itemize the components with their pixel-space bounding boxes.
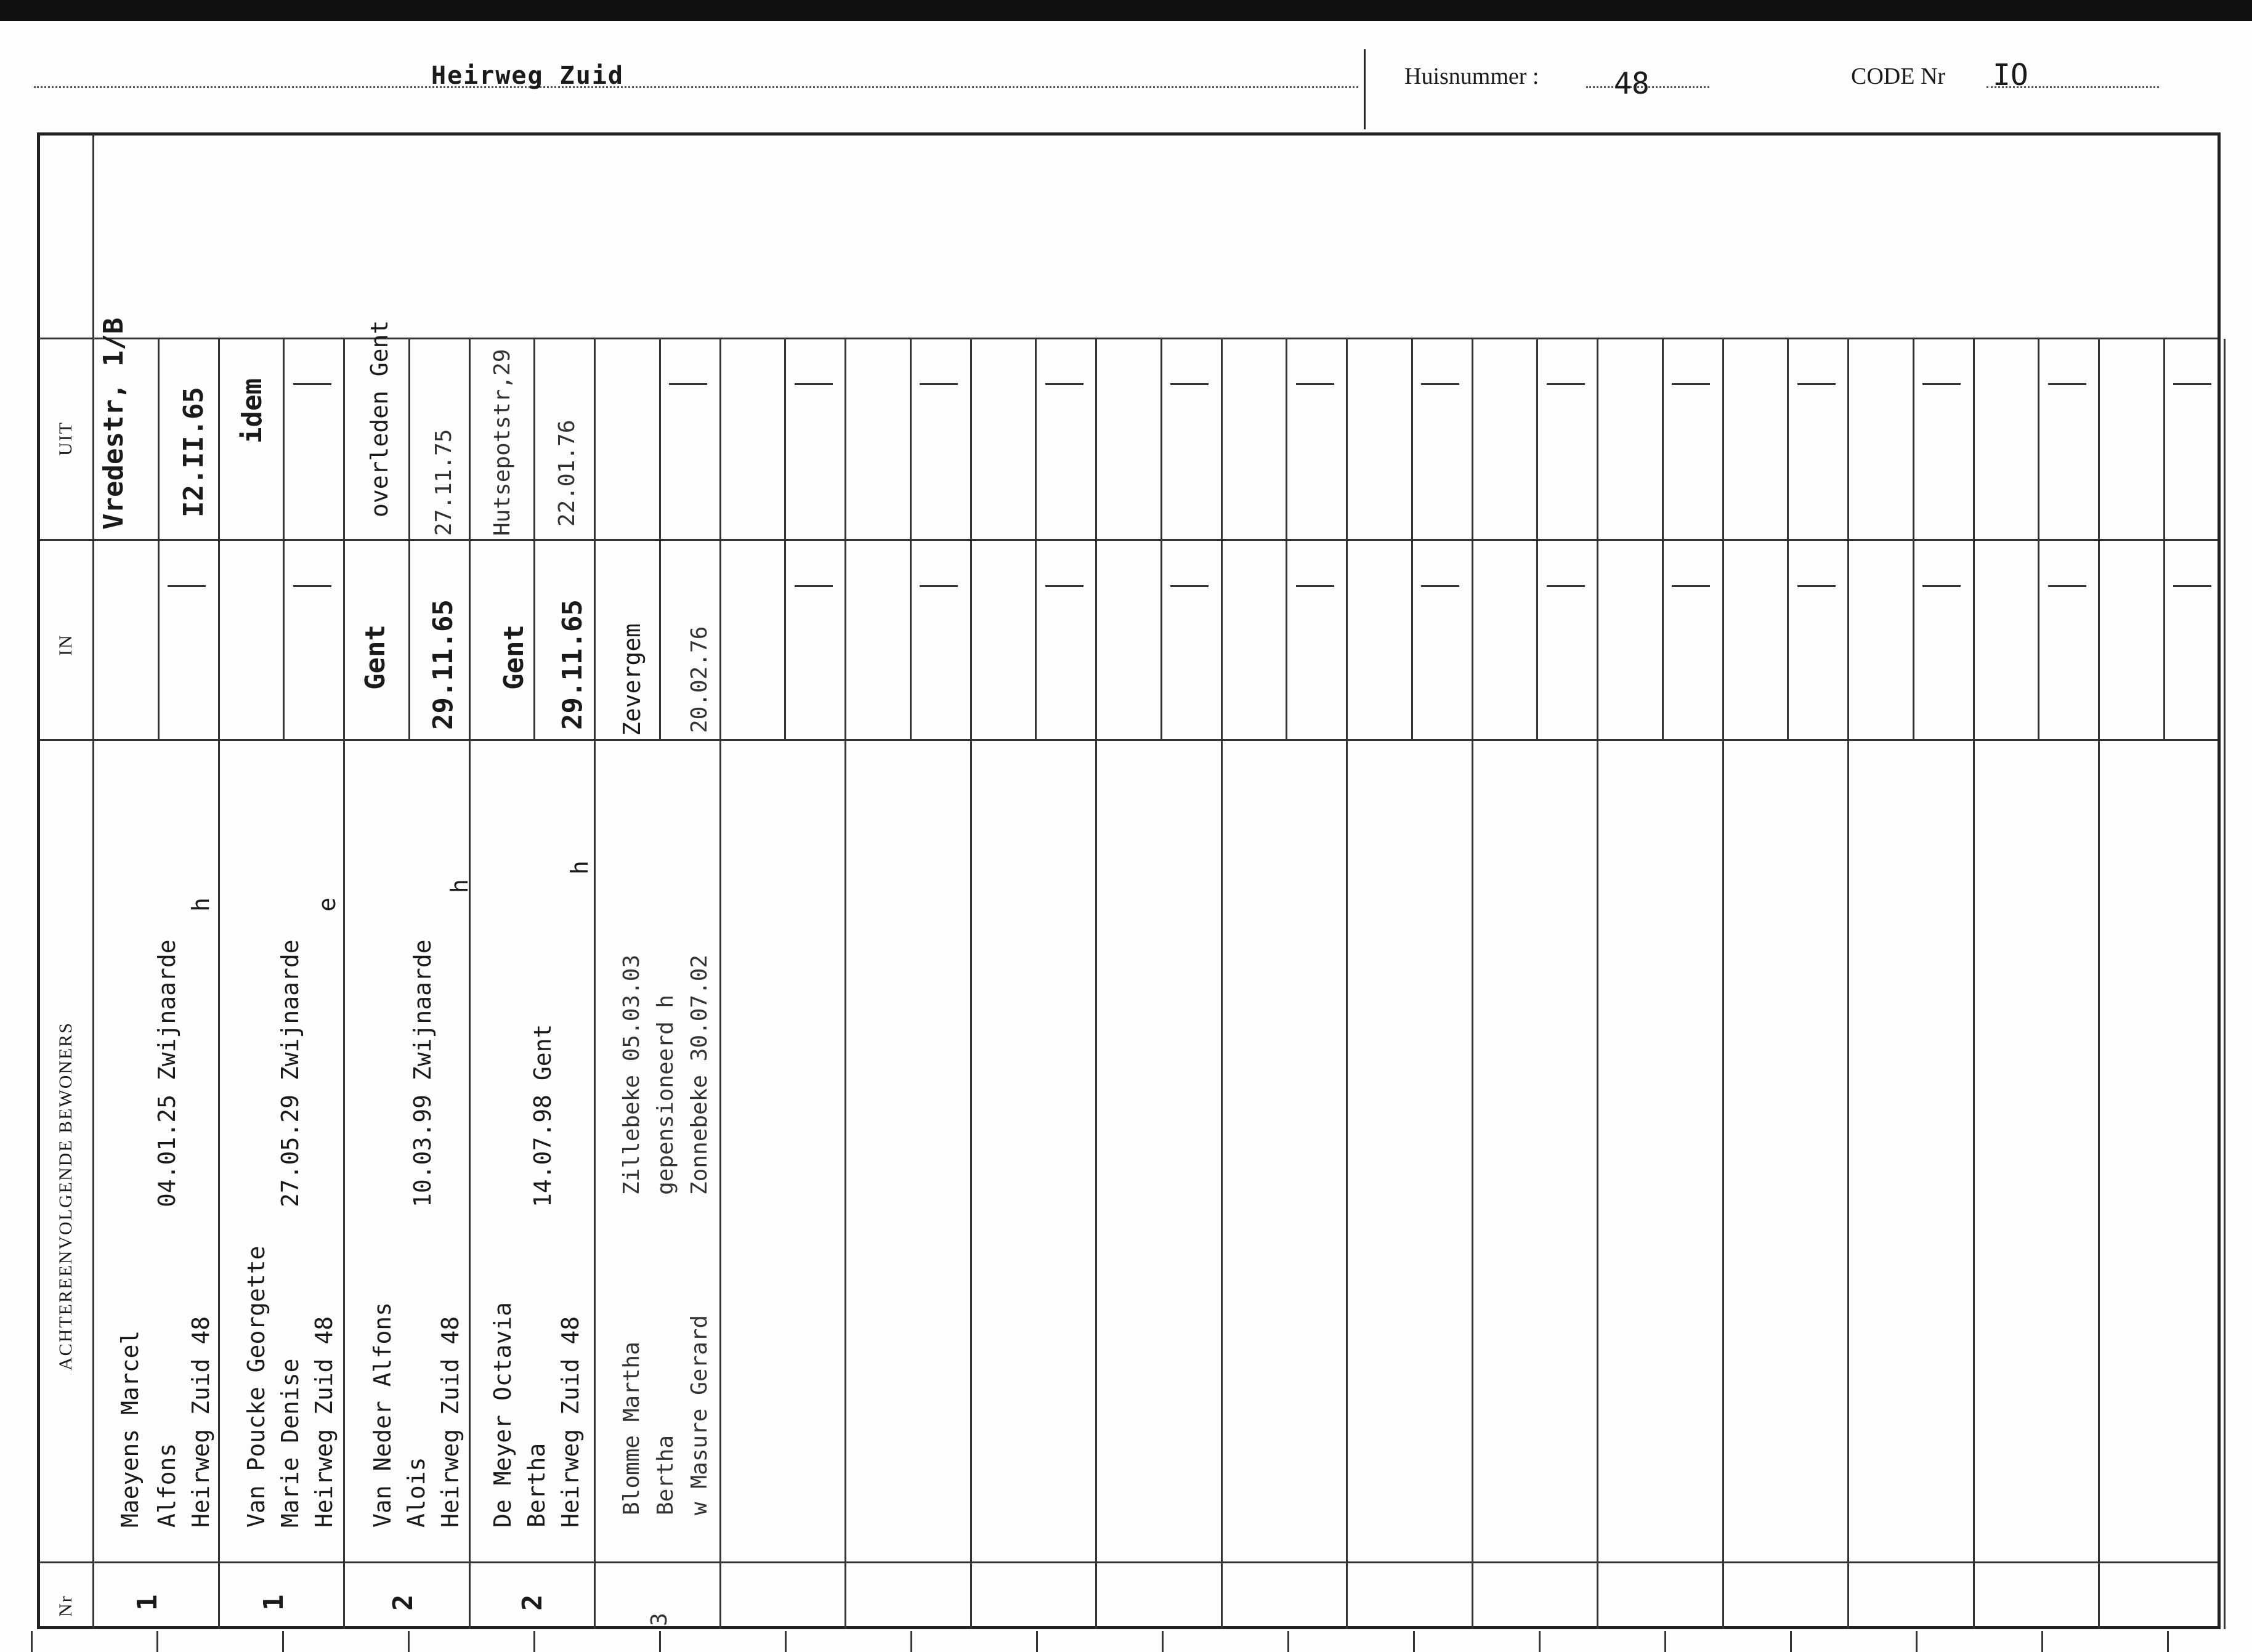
uit-date: 22.01.76 xyxy=(554,419,580,527)
uit-place: overleden Gent xyxy=(366,320,393,517)
column-divider xyxy=(594,339,596,1629)
empty-in-dash xyxy=(795,585,833,587)
resident-name-line: Alois xyxy=(403,1457,430,1528)
resident-mark: h xyxy=(446,879,473,893)
bottom-tick xyxy=(533,1631,535,1652)
bottom-tick xyxy=(1664,1631,1666,1652)
huisnummer-value: 48 xyxy=(1614,67,1650,101)
empty-in-dash xyxy=(2173,585,2211,587)
code-value: IO xyxy=(1993,58,2028,92)
section-rule-bewoners-top xyxy=(40,739,2218,741)
column-divider xyxy=(1095,339,1097,1629)
empty-uit-dash xyxy=(1045,383,1083,385)
bottom-tick xyxy=(785,1631,787,1652)
empty-field-dash xyxy=(669,383,707,385)
resident-detail: Zonnebeke 30.07.02 xyxy=(687,954,712,1195)
uit-date: I2.II.65 xyxy=(178,387,209,517)
sub-column-divider xyxy=(1035,339,1037,740)
bottom-tick xyxy=(1539,1631,1541,1652)
column-divider xyxy=(1221,339,1223,1629)
sub-column-divider xyxy=(1536,339,1538,740)
header-divider xyxy=(1364,49,1366,129)
resident-name-line: Van Poucke Georgette xyxy=(243,1245,270,1528)
resident-nr: 1 xyxy=(258,1594,290,1611)
empty-field-dash xyxy=(293,585,331,587)
resident-name-line: Marie Denise xyxy=(277,1358,304,1528)
bottom-tick xyxy=(2041,1631,2043,1652)
resident-name-line: Maeyens Marcel xyxy=(116,1330,144,1528)
sub-column-divider xyxy=(659,339,661,740)
sub-column-divider xyxy=(1286,339,1287,740)
resident-name-line: Blomme Martha xyxy=(619,1342,644,1515)
sub-column-divider xyxy=(1160,339,1162,740)
uit-place: Hutsepotstr,29 xyxy=(490,349,515,536)
huisnummer-label: Huisnummer : xyxy=(1404,63,1539,89)
sub-column-divider xyxy=(2163,339,2165,740)
sub-column-divider xyxy=(1411,339,1413,740)
resident-register-form xyxy=(37,132,2221,1629)
resident-name-line: w Masure Gerard xyxy=(687,1314,712,1515)
bottom-tick xyxy=(1287,1631,1289,1652)
resident-nr: 2 xyxy=(517,1594,548,1611)
empty-uit-dash xyxy=(2048,383,2086,385)
section-label-uit: UIT xyxy=(55,421,76,456)
bottom-tick xyxy=(1036,1631,1038,1652)
sub-column-divider xyxy=(910,339,912,740)
uit-date: 27.11.75 xyxy=(431,429,456,536)
column-divider xyxy=(1973,339,1975,1629)
column-divider xyxy=(719,339,721,1629)
column-divider xyxy=(469,339,471,1629)
bottom-tick xyxy=(156,1631,158,1652)
bottom-tick xyxy=(1413,1631,1415,1652)
sub-column-divider xyxy=(1913,339,1914,740)
sub-column-divider xyxy=(283,339,285,740)
sub-column-divider xyxy=(1787,339,1789,740)
empty-in-dash xyxy=(1922,585,1961,587)
code-label: CODE Nr xyxy=(1851,63,1946,89)
column-divider xyxy=(1597,339,1598,1629)
resident-detail: gepensioneerd h xyxy=(653,994,678,1195)
bottom-tick xyxy=(282,1631,284,1652)
empty-uit-dash xyxy=(2173,383,2211,385)
resident-name-line: De Meyer Octavia xyxy=(489,1302,516,1528)
empty-in-dash xyxy=(1421,585,1459,587)
empty-uit-dash xyxy=(1922,383,1961,385)
column-divider xyxy=(2224,339,2226,1629)
section-label-in: IN xyxy=(55,634,76,656)
column-divider xyxy=(1847,339,1849,1629)
empty-in-dash xyxy=(1296,585,1334,587)
sub-column-divider xyxy=(533,339,535,740)
in-date: 20.02.76 xyxy=(687,626,712,733)
section-label-nr: Nr xyxy=(55,1595,76,1617)
section-rule-in-top xyxy=(40,539,2218,541)
bottom-tick xyxy=(31,1631,33,1652)
bottom-tick xyxy=(659,1631,661,1652)
column-divider xyxy=(2098,339,2100,1629)
resident-detail: Zillebeke 05.03.03 xyxy=(619,954,644,1195)
empty-uit-dash xyxy=(1797,383,1836,385)
resident-name-line: Alfons xyxy=(153,1443,180,1528)
empty-in-dash xyxy=(1045,585,1083,587)
resident-mark: h xyxy=(566,860,593,875)
sub-column-divider xyxy=(784,339,786,740)
empty-in-dash xyxy=(920,585,958,587)
section-label-bewoners: ACHTEREENVOLGENDE BEWONERS xyxy=(55,1021,76,1371)
resident-birth: 10.03.99 Zwijnaarde xyxy=(409,939,436,1207)
bottom-tick xyxy=(1162,1631,1164,1652)
resident-name-line: Heirweg Zuid 48 xyxy=(437,1316,464,1528)
in-place: Zevergem xyxy=(618,623,646,736)
resident-name-line: Bertha xyxy=(523,1443,550,1528)
sub-column-divider xyxy=(408,339,410,740)
bottom-tick xyxy=(2167,1631,2169,1652)
empty-in-dash xyxy=(1170,585,1209,587)
empty-uit-dash xyxy=(1170,383,1209,385)
bottom-tick xyxy=(408,1631,410,1652)
bottom-tick xyxy=(1916,1631,1918,1652)
resident-nr: 2 xyxy=(387,1594,419,1611)
empty-uit-dash xyxy=(920,383,958,385)
empty-field-dash xyxy=(293,383,331,385)
sub-column-divider xyxy=(2038,339,2039,740)
resident-name-line: Bertha xyxy=(653,1435,678,1515)
column-divider xyxy=(1472,339,1473,1629)
bottom-tick xyxy=(910,1631,912,1652)
column-divider xyxy=(844,339,846,1629)
empty-field-dash xyxy=(168,585,206,587)
in-date: 29.11.65 xyxy=(427,599,459,730)
column-divider xyxy=(343,339,345,1629)
resident-name-line: Heirweg Zuid 48 xyxy=(187,1316,214,1528)
uit-place: idem xyxy=(237,378,268,443)
sub-column-divider xyxy=(158,339,160,740)
resident-nr: 3 xyxy=(647,1613,672,1626)
column-divider xyxy=(1346,339,1348,1629)
resident-birth: 14.07.98 Gent xyxy=(529,1024,556,1207)
empty-in-dash xyxy=(1797,585,1836,587)
in-place: Gent xyxy=(360,625,391,690)
label-column-divider xyxy=(92,136,94,1629)
sub-column-divider xyxy=(1662,339,1664,740)
empty-in-dash xyxy=(2048,585,2086,587)
section-rule-nr-top xyxy=(40,1561,2218,1563)
column-divider xyxy=(970,339,972,1629)
resident-birth: 27.05.29 Zwijnaarde xyxy=(277,939,304,1207)
empty-uit-dash xyxy=(1547,383,1585,385)
empty-in-dash xyxy=(1547,585,1585,587)
resident-name-line: Van Neder Alfons xyxy=(369,1302,396,1528)
resident-name-line: Heirweg Zuid 48 xyxy=(310,1316,338,1528)
column-divider xyxy=(1722,339,1724,1629)
street-dotted-line xyxy=(34,86,1358,88)
empty-uit-dash xyxy=(1296,383,1334,385)
street-name: Heirweg Zuid xyxy=(431,62,624,90)
in-date: 29.11.65 xyxy=(557,599,588,730)
resident-mark: e xyxy=(314,897,341,912)
resident-nr: 1 xyxy=(132,1594,163,1611)
empty-uit-dash xyxy=(795,383,833,385)
empty-uit-dash xyxy=(1672,383,1710,385)
resident-name-line: Heirweg Zuid 48 xyxy=(557,1316,584,1528)
uit-place: Vredestr, 1/B xyxy=(98,317,129,530)
in-place: Gent xyxy=(498,625,530,690)
column-divider xyxy=(218,339,220,1629)
resident-mark: h xyxy=(187,897,214,912)
empty-in-dash xyxy=(1672,585,1710,587)
card-header xyxy=(0,0,2252,132)
empty-uit-dash xyxy=(1421,383,1459,385)
bottom-tick xyxy=(1790,1631,1792,1652)
resident-birth: 04.01.25 Zwijnaarde xyxy=(153,939,180,1207)
